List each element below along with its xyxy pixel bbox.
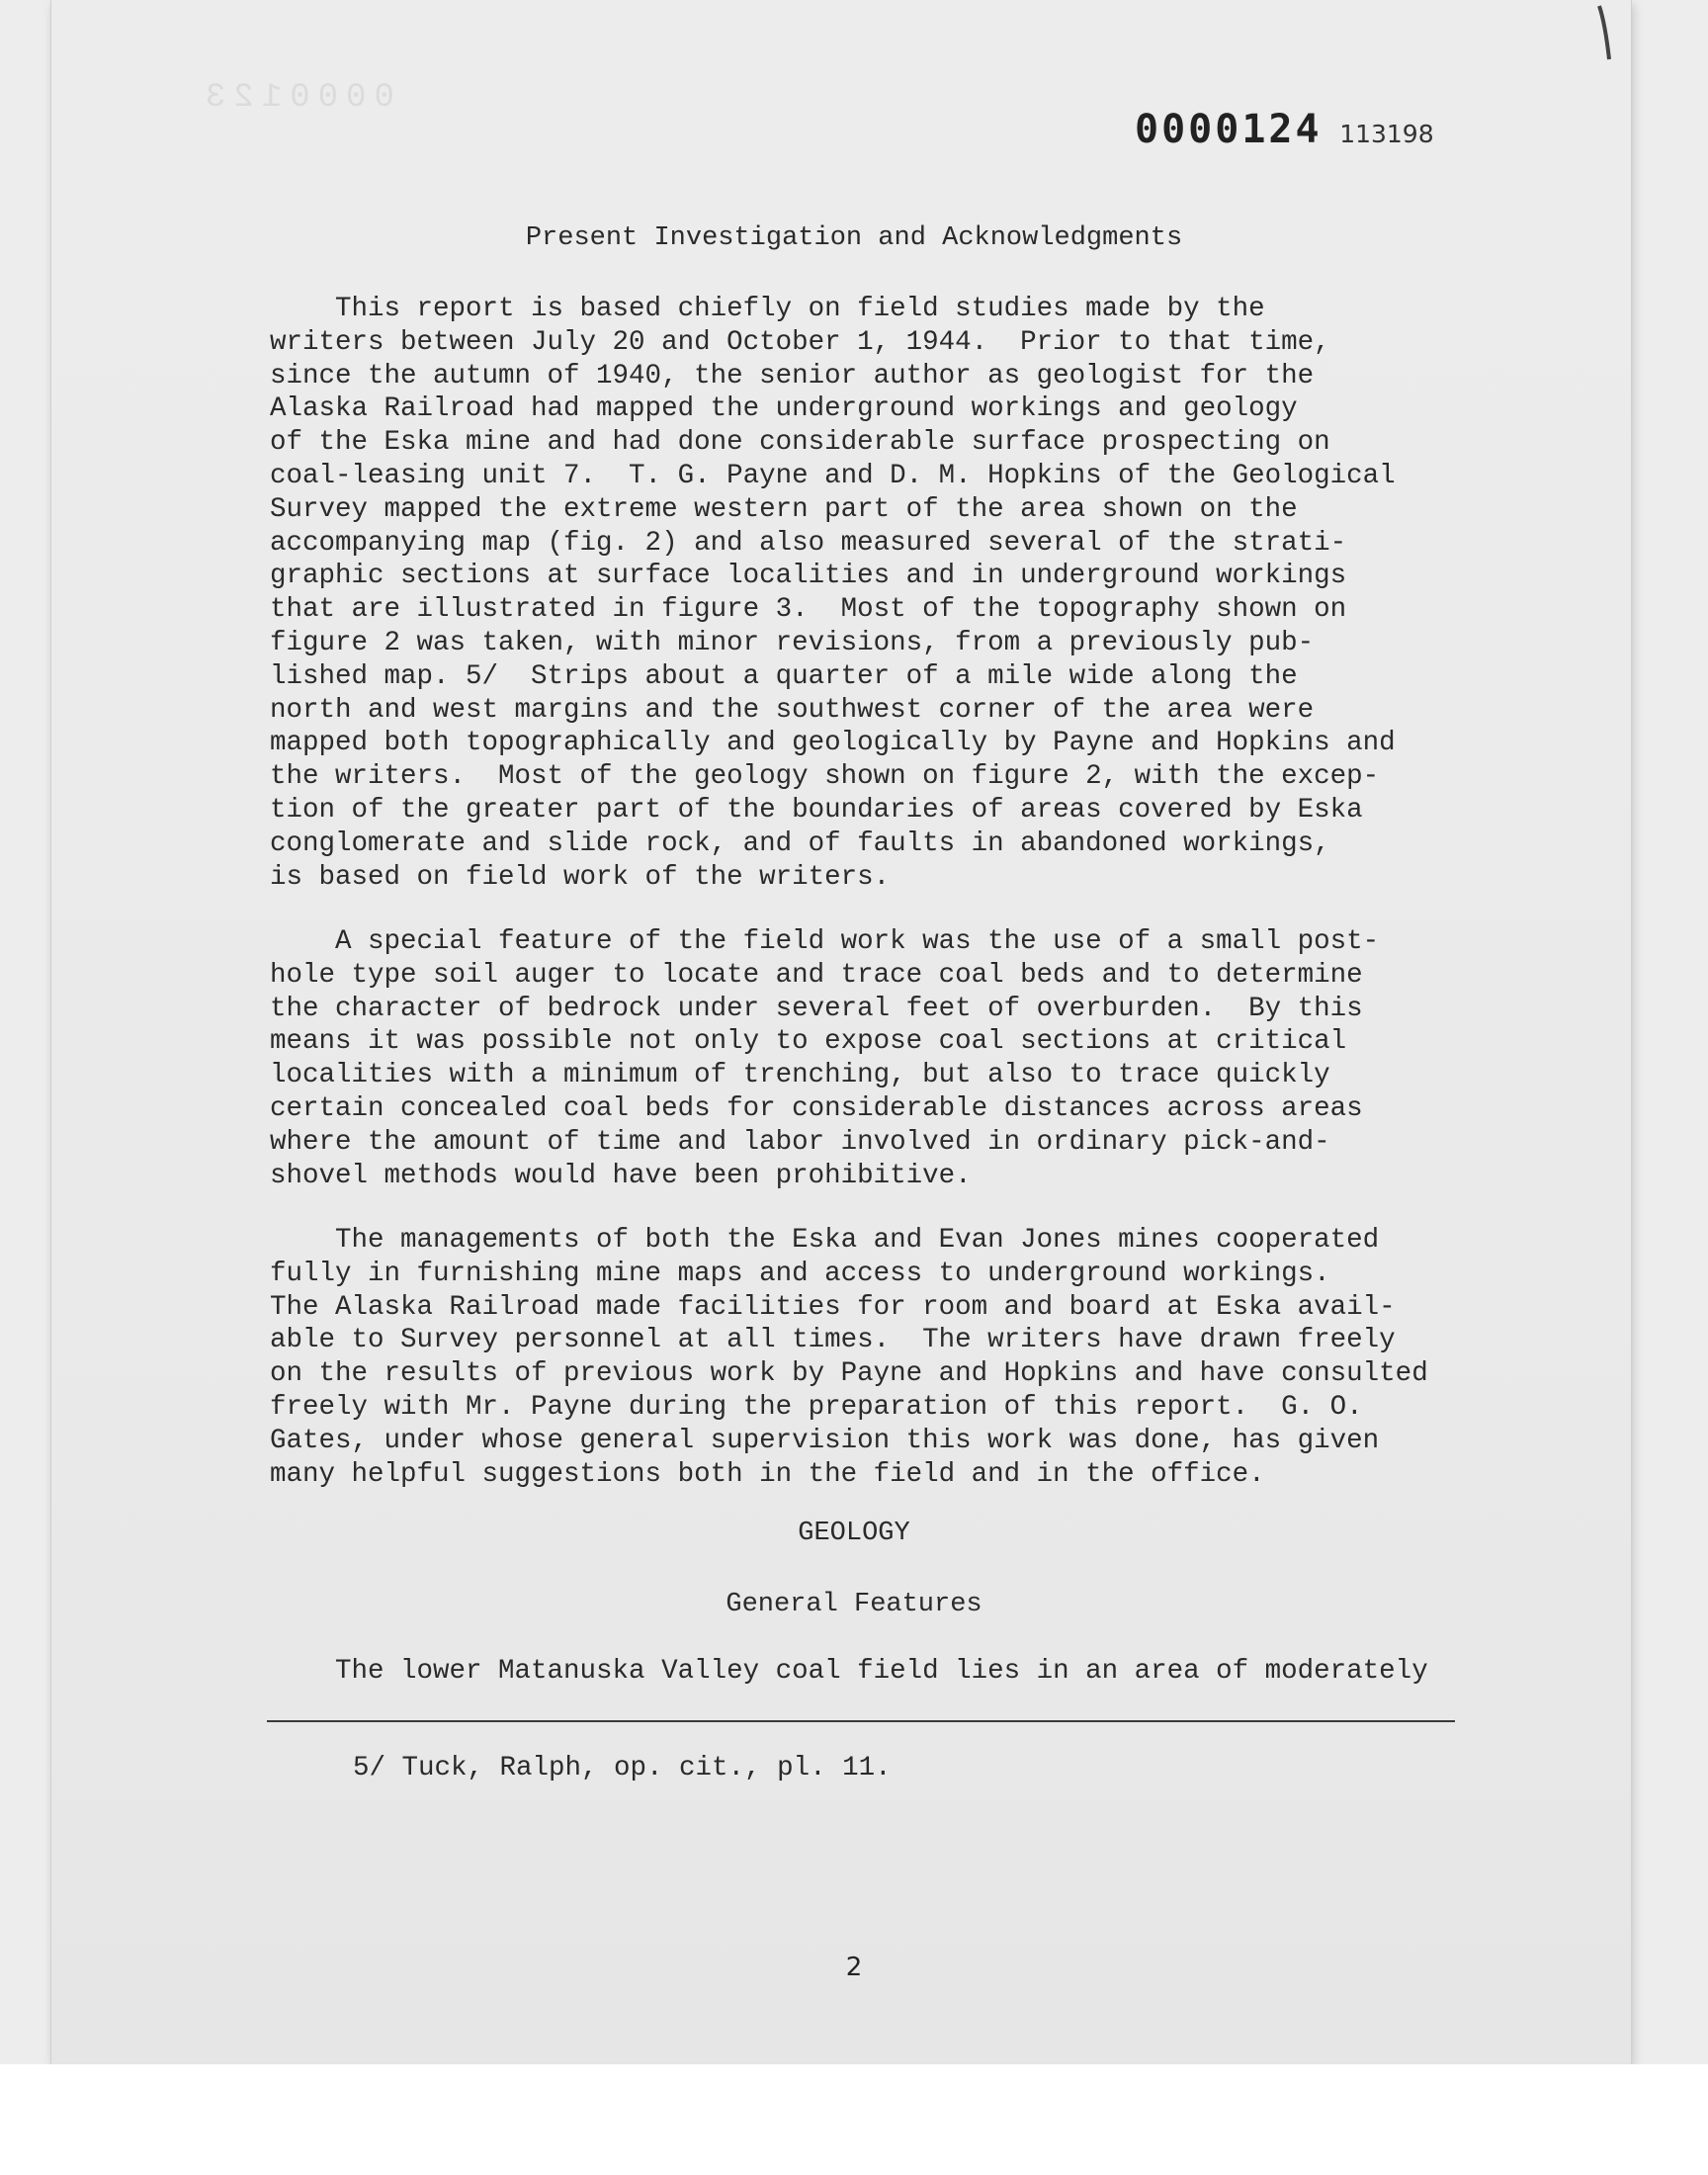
text-line: Alaska Railroad had mapped the underground workings and geology	[270, 393, 1298, 425]
text-line: shovel methods would have been prohibitive.	[270, 1160, 972, 1191]
paragraph-general-features	[270, 1655, 1446, 1689]
text-line: of the Eska mine and had done considerable surface prospecting on	[270, 427, 1330, 459]
text-line: lished map. 5/ Strips about a quarter of a mile wide along the	[270, 660, 1298, 692]
text-line: Survey mapped the extreme western part of the area shown on the	[270, 493, 1298, 525]
staple-mark-icon	[1595, 4, 1613, 63]
scan-margin	[0, 2064, 1708, 2175]
text-line: able to Survey personnel at all times. The writers have drawn freely	[270, 1325, 1396, 1356]
text-line: tion of the greater part of the boundaries of areas covered by Eska	[270, 794, 1363, 826]
general-features-heading: General Features	[726, 1590, 982, 1619]
text-line: A special feature of the field work was the use of a small post-	[270, 926, 1380, 957]
text-line: on the results of previous work by Payne and Hopkins and have consulted	[270, 1358, 1428, 1390]
document-number-stamp	[1135, 107, 1434, 152]
footnote-divider	[267, 1720, 1455, 1722]
text-line: where the amount of time and labor involved in ordinary pick-and-	[270, 1126, 1330, 1158]
footnote: 5/ Tuck, Ralph, op. cit., pl. 11.	[353, 1753, 892, 1784]
text-line: that are illustrated in figure 3. Most of the topography shown on	[270, 594, 1347, 626]
text-line: graphic sections at surface localities and in underground workings	[270, 561, 1347, 592]
text-line: the writers. Most of the geology shown on figure 2, with the excep-	[270, 761, 1380, 793]
text-line: accompanying map (fig. 2) and also measured several of the strati-	[270, 527, 1347, 559]
text-line: writers between July 20 and October 1, 1944. Prior to that time,	[270, 326, 1330, 358]
text-line: hole type soil auger to locate and trace coal beds and to determine	[270, 959, 1363, 991]
text-line: figure 2 was taken, with minor revisions, from a previously pub-	[270, 627, 1315, 658]
bleed-through-stamp: 0000123	[198, 79, 394, 117]
text-line: freely with Mr. Payne during the preparation of this report. G. O.	[270, 1391, 1363, 1423]
paragraph-field-work	[270, 925, 1446, 1192]
page-number: 2	[845, 1953, 863, 1982]
text-line: The lower Matanuska Valley coal field lies in an area of moderately	[270, 1656, 1428, 1687]
text-line: means it was possible not only to expose coal sections at critical	[270, 1026, 1347, 1058]
text-line: Gates, under whose general supervision this work was done, has given	[270, 1425, 1380, 1456]
text-line: mapped both topographically and geologically by Payne and Hopkins and	[270, 728, 1396, 759]
text-line: is based on field work of the writers.	[270, 861, 891, 893]
section-title: Present Investigation and Acknowledgments	[525, 223, 1183, 253]
text-line: the character of bedrock under several feet of overburden. By this	[270, 993, 1363, 1024]
text-line: This report is based chiefly on field studies made by the	[270, 294, 1265, 324]
text-line: The managements of both the Eska and Evan Jones mines cooperated	[270, 1225, 1380, 1256]
text-line: coal-leasing unit 7. T. G. Payne and D. M. Hopkins of the Geological	[270, 460, 1396, 491]
paragraph-investigation	[270, 293, 1446, 894]
stamp-number: 0000124	[1135, 107, 1323, 152]
text-line: certain concealed coal beds for considerable distances across areas	[270, 1092, 1363, 1124]
text-line: conglomerate and slide rock, and of faults in abandoned workings,	[270, 827, 1330, 859]
paragraph-acknowledgments	[270, 1224, 1446, 1491]
stamp-sub-number: 113198	[1339, 120, 1434, 148]
geology-heading: GEOLOGY	[798, 1519, 910, 1548]
text-line: fully in furnishing mine maps and access to underground workings.	[270, 1258, 1330, 1289]
text-line: The Alaska Railroad made facilities for room and board at Eska avail-	[270, 1291, 1396, 1323]
text-line: north and west margins and the southwest corner of the area were	[270, 694, 1315, 726]
text-line: many helpful suggestions both in the field and in the office.	[270, 1458, 1265, 1490]
text-line: since the autumn of 1940, the senior author as geologist for the	[270, 360, 1315, 392]
text-line: localities with a minimum of trenching, but also to trace quickly	[270, 1060, 1330, 1091]
